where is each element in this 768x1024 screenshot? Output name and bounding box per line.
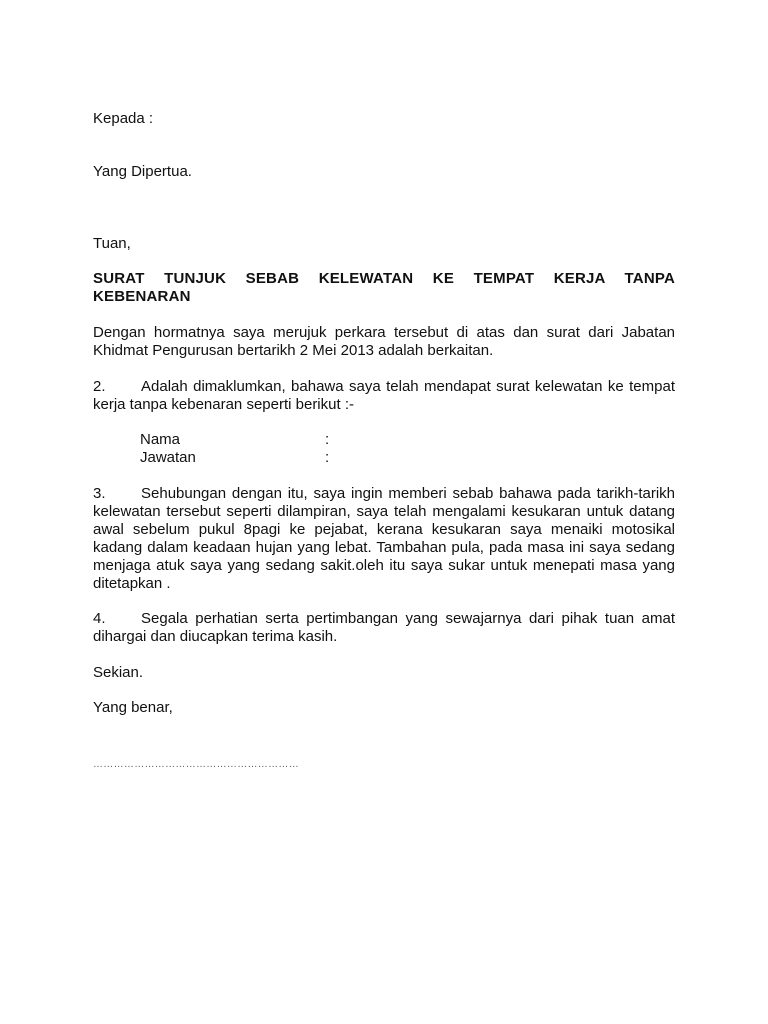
subject-line-1: SURAT TUNJUK SEBAB KELEWATAN KE TEMPAT KERJA TANPA	[93, 270, 675, 287]
paragraph-4-number: 4.	[93, 610, 106, 627]
addressee: Yang Dipertua.	[93, 163, 192, 180]
field-colon-jawatan: :	[325, 449, 330, 466]
letter-subject	[93, 270, 675, 306]
field-label-jawatan: Jawatan	[140, 449, 196, 466]
paragraph-4	[93, 610, 675, 646]
signature-line: ……………………………………………………	[93, 759, 299, 770]
letter-page	[93, 0, 675, 1024]
field-colon-nama: :	[325, 431, 330, 448]
addressee-label: Kepada :	[93, 110, 154, 127]
closing-yang-benar: Yang benar,	[93, 699, 173, 716]
field-row-jawatan	[140, 449, 440, 467]
paragraph-2-number: 2.	[93, 378, 106, 395]
paragraph-3	[93, 485, 675, 593]
paragraph-3-text: Sehubungan dengan itu, saya ingin memberi sebab bahawa pada tarikh-tarikh kelewatan tersebut seperti dilampiran, saya telah mengalami kesukaran untuk datang awal sebelum pukul 8pagi ke pejabat, kerana kesukaran saya menaiki motosikal kadang dalam keadaan hujan yang lebat. Tambahan pula, pada masa ini saya sedang menjaga atuk saya yang sedang sakit.oleh itu saya sukar untuk menepati masa yang ditetapkan .	[93, 485, 675, 592]
intro-paragraph: Dengan hormatnya saya merujuk perkara tersebut di atas dan surat dari Jabatan Khidmat Pengurusan bertarikh 2 Mei 2013 adalah berkaitan.	[93, 324, 675, 359]
closing-sekian: Sekian.	[93, 664, 144, 681]
subject-line-2: KEBENARAN	[93, 288, 191, 305]
paragraph-3-number: 3.	[93, 485, 106, 502]
paragraph-2	[93, 378, 675, 414]
salutation: Tuan,	[93, 235, 131, 252]
details-fields	[140, 431, 440, 467]
paragraph-2-text: Adalah dimaklumkan, bahawa saya telah mendapat surat kelewatan ke tempat kerja tanpa kebenaran seperti berikut :-	[93, 378, 675, 413]
field-row-nama	[140, 431, 440, 449]
paragraph-4-text: Segala perhatian serta pertimbangan yang sewajarnya dari pihak tuan amat dihargai dan diucapkan terima kasih.	[93, 610, 675, 645]
field-label-nama: Nama	[140, 431, 181, 448]
